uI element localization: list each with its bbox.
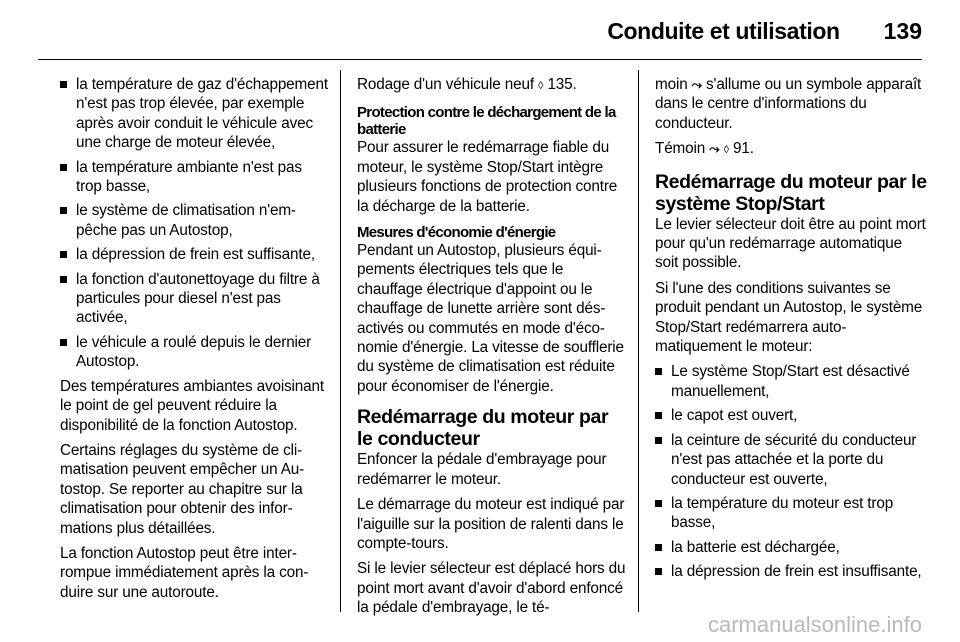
conditions-list <box>60 75 328 372</box>
autostop-indicator-icon: ⤳ <box>709 141 720 157</box>
column-2 <box>357 75 627 624</box>
list-item-text: la fonction d'autonettoyage du filtre à particules pour diesel n'est pas activée, <box>76 270 320 327</box>
square-bullet-icon <box>655 544 662 551</box>
paragraph-temperature: Des températures ambiantes avoisinant le point de gel peuvent réduire la disponibilité de la fonction Autostop. <box>60 377 324 434</box>
list-item-text: la dépression de frein est suffisante, <box>76 246 315 264</box>
column-1 <box>60 75 328 608</box>
page-ref-arrow-icon: ◊ <box>723 144 729 157</box>
indicator-text-end: s'allume ou un symbole apparaît dans le centre d'informations du conducteur. <box>655 76 922 132</box>
paragraph-run-in-ref <box>357 75 627 96</box>
square-bullet-icon <box>60 207 67 214</box>
square-bullet-icon <box>655 500 662 507</box>
list-item-text: la température de gaz d'échappement n'est pas trop élevée, par exemple après avoir conduit le véhicule avec une charge de moteur élevée, <box>76 76 328 152</box>
header-rule <box>38 59 922 60</box>
page-header <box>607 18 922 45</box>
heading-battery-protection: Protection contre le déchargement de la batterie <box>357 104 616 139</box>
paragraph-restart-1: Enfoncer la pédale d'embrayage pour redémarrer le moteur. <box>357 451 607 488</box>
square-bullet-icon <box>655 412 662 419</box>
list-item-text: la batterie est déchargée, <box>671 538 840 556</box>
column-3 <box>655 75 927 587</box>
heading-driver-restart: Redémarrage du moteur par le conducteur <box>357 406 609 451</box>
column-divider-2 <box>638 70 639 612</box>
list-item-text: le véhicule a roulé depuis le dernier Autostop. <box>76 333 312 371</box>
column-divider-1 <box>340 70 341 612</box>
list-item <box>60 201 328 240</box>
ref-page-link[interactable]: 135. <box>547 76 577 93</box>
page-number: 139 <box>883 18 922 44</box>
list-item <box>655 538 927 557</box>
square-bullet-icon <box>655 568 662 575</box>
list-item-text: la température du moteur est trop basse, <box>671 494 894 532</box>
square-bullet-icon <box>60 251 67 258</box>
header-title: Conduite et utilisation <box>607 18 840 44</box>
indicator-text-start: moin <box>655 76 688 93</box>
square-bullet-icon <box>60 164 67 171</box>
list-item <box>60 245 328 264</box>
restart-conditions-list <box>655 362 927 581</box>
paragraph-restart-2: Le démarrage du moteur est indiqué par l'aiguille sur la position de ralenti dans le compte-tours. <box>357 496 625 552</box>
watermark: carmanualsonline.info <box>707 612 922 637</box>
paragraph-highway: La fonction Autostop peut être interrompue immédiatement après la conduire sur une autoroute. <box>60 544 309 601</box>
list-item-text: le capot est ouvert, <box>671 407 798 425</box>
indicator-ref-page-link[interactable]: 91. <box>733 140 754 158</box>
paragraph-energy: Pendant un Autostop, plusieurs équipements électriques tels que le chauffage électrique d'appoint ou le chauffage de lunette arrière sont désactivés ou commutés en mode d'économie d'énergie. La vitesse de soufflerie du système de climatisation est réduite pour économiser de l'énergie. <box>357 242 624 395</box>
paragraph-conditions-intro: Si l'une des conditions suivantes se produit pendant un Autostop, le système Stop/Start redémarrera automatiquement le moteur: <box>655 279 923 356</box>
square-bullet-icon <box>60 276 67 283</box>
list-item <box>60 333 328 372</box>
list-item <box>60 75 328 153</box>
square-bullet-icon <box>655 368 662 375</box>
ref-text: Rodage d'un véhicule neuf <box>357 76 534 93</box>
list-item <box>655 362 927 401</box>
list-item-text: la température ambiante n'est pas trop basse, <box>76 158 302 196</box>
paragraph-climate: Certains réglages du système de climatisation peuvent empêcher un Autostop. Se reporter au chapitre sur la climatisation pour obtenir des informations plus détaillées. <box>60 441 305 537</box>
paragraph-selector-lever: Le levier sélecteur doit être au point mort pour qu'un redémarrage automatique soit possible. <box>655 215 926 272</box>
heading-system-restart: Redémarrage du moteur par le système Stop/Start <box>655 170 927 215</box>
list-item-text: la dépression de frein est insuffisante, <box>671 563 922 581</box>
list-item <box>655 406 927 425</box>
list-item <box>655 494 927 533</box>
indicator-ref-text: Témoin <box>655 140 706 158</box>
list-item <box>60 158 328 197</box>
paragraph-restart-3: Si le levier sélecteur est déplacé hors du point mort avant d'avoir d'abord enfoncé la pédale d'embrayage, le té- <box>357 560 626 617</box>
paragraph-battery: Pour assurer le redémarrage fiable du moteur, le système Stop/Start intègre plusieurs fonctions de protection contre la décharge de la batterie. <box>357 139 618 215</box>
square-bullet-icon <box>60 339 67 346</box>
autostop-indicator-icon: ⤳ <box>691 77 702 92</box>
list-item-text: Le système Stop/Start est désactivé manuellement, <box>671 363 910 400</box>
list-item <box>655 431 927 489</box>
list-item-text: la ceinture de sécurité du conducteur n'est pas attachée et la porte du conducteur est ouverte, <box>671 431 917 488</box>
paragraph-indicator <box>655 75 927 133</box>
list-item-text: le système de climatisation n'empêche pas un Autostop, <box>76 202 297 239</box>
page-ref-arrow-icon: ◊ <box>538 80 544 92</box>
list-item <box>60 270 328 328</box>
heading-energy-saving: Mesures d'économie d'énergie <box>357 224 556 242</box>
list-item <box>655 562 927 581</box>
square-bullet-icon <box>655 437 662 444</box>
square-bullet-icon <box>60 81 67 88</box>
paragraph-indicator-ref <box>655 139 927 160</box>
